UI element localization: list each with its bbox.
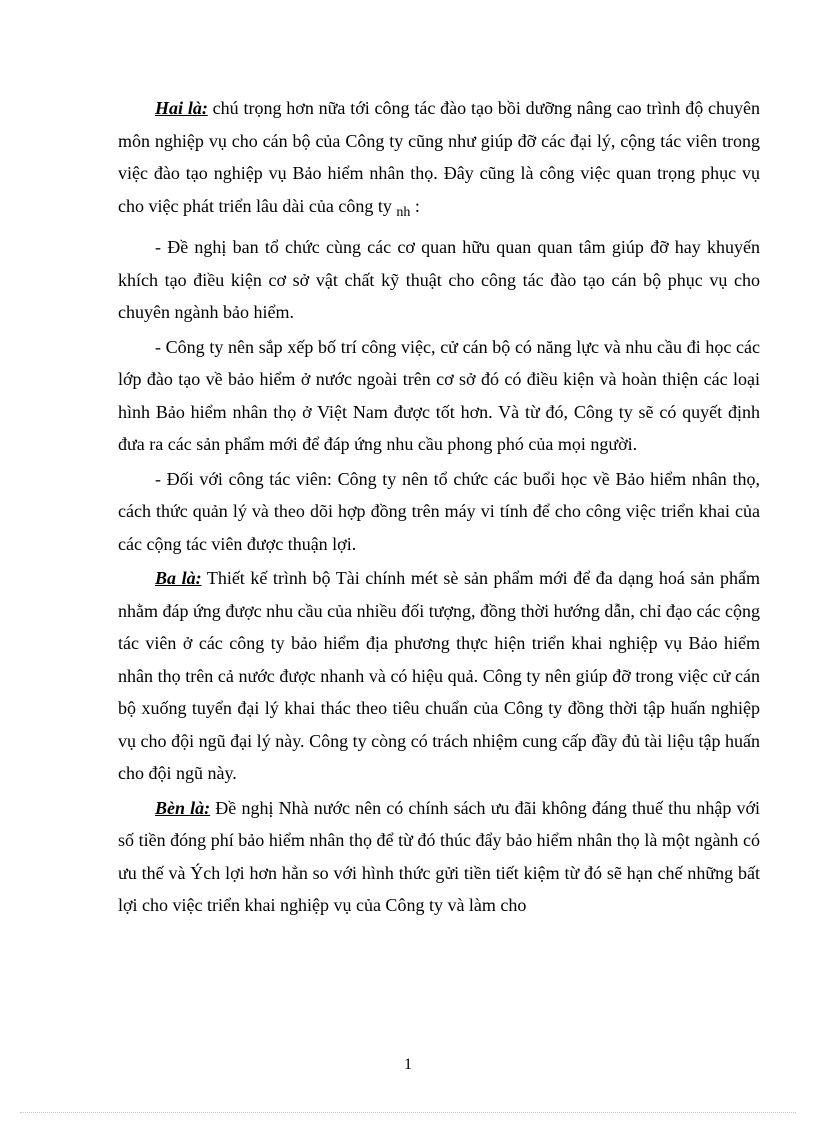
paragraph-text: chú trọng hơn nữa tới công tác đào tạo bồi dưỡng nâng cao trình độ chuyên môn nghiệp vụ cho cán bộ của Công ty cũng như giúp đỡ các đại lý, cộng tác viên trong việc đào tạo nghiệp vụ Bảo hiểm nhân thọ. Đây cũng là công việc quan trọng phục vụ cho việc phát triển lâu dài của công ty	[118, 98, 760, 216]
paragraph-bon-la	[118, 792, 760, 922]
page-number: 1	[404, 1056, 412, 1073]
paragraph-lead: Bèn là:	[155, 797, 211, 818]
footer-divider	[20, 1112, 796, 1113]
paragraph-text: - Đối với công tác viên: Công ty nên tổ chức các buổi học về Bảo hiểm nhân thọ, cách thức quản lý và theo dõi hợp đồng trên máy vi tính để cho công việc triển khai của các cộng tác viên được thuận lợi.	[118, 468, 760, 554]
paragraph-text: - Đề nghị ban tổ chức cùng các cơ quan hữu quan quan tâm giúp đỡ hay khuyến khích tạo điều kiện cơ sở vật chất kỹ thuật cho công tác đào tạo cán bộ phục vụ cho chuyên ngành bảo hiểm.	[118, 237, 760, 322]
paragraph-bullet-collaborators	[118, 463, 760, 561]
paragraph-tail: :	[410, 195, 420, 216]
paragraph-bullet-staffing	[118, 331, 760, 461]
paragraph-bullet-training	[118, 231, 760, 329]
paragraph-text: - Công ty nên sắp xếp bố trí công việc, cử cán bộ có năng lực và nhu cầu đi học các lớp đào tạo về bảo hiểm ở nước ngoài trên cơ sở đó có điều kiện và hoàn thiện các loại hình Bảo hiểm nhân thọ ở Việt Nam được tốt hơn. Và từ đó, Công ty sẽ có quyết định đưa ra các sản phẩm mới để đáp ứng nhu cầu phong phó của mọi người.	[118, 336, 760, 454]
document-body	[118, 92, 760, 924]
paragraph-hai-la	[118, 92, 760, 229]
subscript-text: nh	[396, 204, 411, 220]
paragraph-lead: Ba là:	[155, 568, 202, 588]
paragraph-lead: Hai là:	[155, 98, 208, 118]
paragraph-ba-la	[118, 562, 760, 790]
paragraph-text: Thiết kế trình bộ Tài chính mét sè sản phẩm mới để đa dạng hoá sản phẩm nhằm đáp ứng được nhu cầu của nhiều đối tượng, đồng thời hướng dẫn, chỉ đạo các cộng tác viên ở các công ty bảo hiểm địa phương thực hiện triển khai nghiệp vụ Bảo hiểm nhân thọ trên cả nước được nhanh và có hiệu quả. Công ty nên giúp đỡ trong việc cử cán bộ xuống tuyển đại lý khai thác theo tiêu chuẩn của Công ty đồng thời tập huấn nghiệp vụ cho đội ngũ đại lý này. Công ty còng có trách nhiệm cung cấp đầy đủ tài liệu tập huấn cho đội ngũ này.	[118, 568, 760, 783]
paragraph-text: Đề nghị Nhà nước nên có chính sách ưu đãi không đáng thuế thu nhập với số tiền đóng phí bảo hiểm nhân thọ để từ đó thúc đẩy bảo hiểm nhân thọ là một ngành có ưu thế và Ých lợi hơn hẳn so với hình thức gửi tiền tiết kiệm từ đó sẽ hạn chế những bất lợi cho việc triển khai nghiệp vụ của Công ty và làm cho	[118, 797, 760, 915]
